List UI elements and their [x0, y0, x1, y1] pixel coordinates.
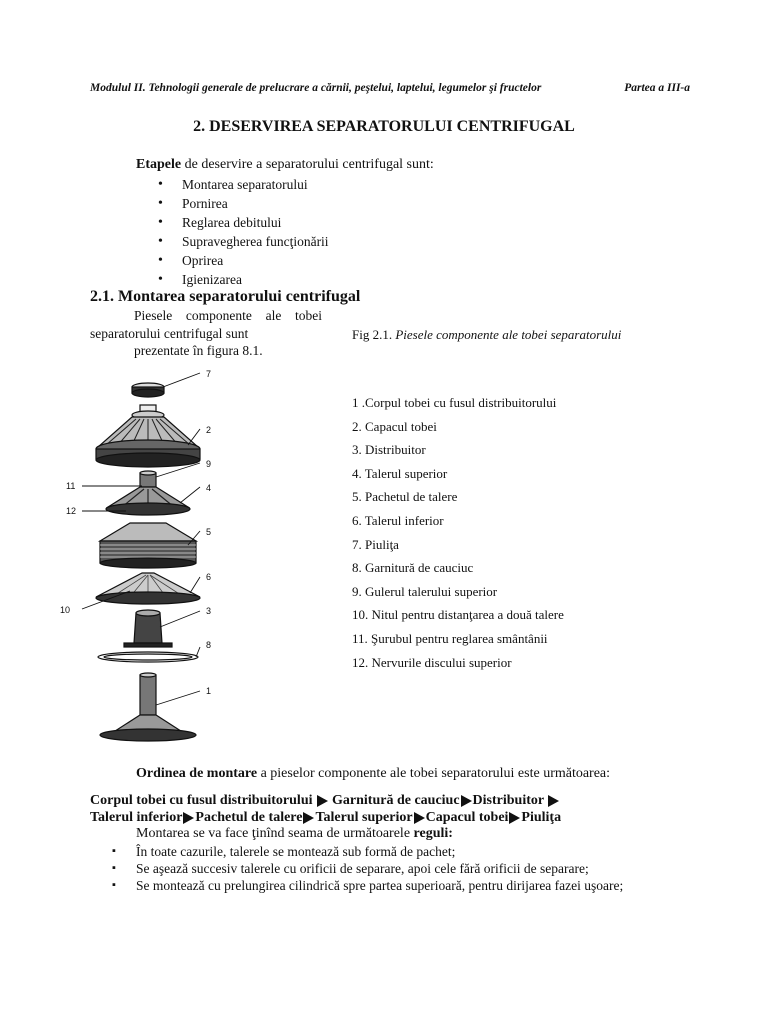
arrow-right-icon: [183, 812, 194, 824]
legend-item: 1 .Corpul tobei cu fusul distribuitorului: [352, 395, 557, 410]
legend-item: 8. Garnitură de cauciuc: [352, 560, 474, 576]
arrow-right-icon: [461, 795, 472, 807]
chain-step: Garnitură de cauciuc: [332, 793, 460, 808]
legend-item: 4. Talerul superior: [352, 465, 448, 481]
chain-step: Talerul superior: [315, 810, 413, 825]
section-paragraph: [90, 307, 322, 360]
chain-step: Pachetul de talere: [195, 810, 303, 825]
figure-label-2: 2: [206, 425, 212, 435]
figure-caption-title: Piesele componente ale tobei separatorului: [395, 327, 622, 342]
figure-label-5: 5: [206, 527, 212, 537]
part-lower-disc-6: [96, 573, 200, 604]
figure-caption: [352, 327, 636, 344]
chain-step: Piuliţa: [521, 810, 562, 825]
list-item: • Montarea separatorului: [158, 175, 329, 194]
page-header: [90, 82, 690, 94]
arrow-right-icon: [509, 812, 520, 824]
order-bold: Ordinea de montare: [136, 766, 258, 781]
legend-item: 12. Nervurile discului superior: [352, 654, 512, 670]
figure-label-9: 9: [206, 459, 212, 469]
list-item: • Supravegherea funcţionării: [158, 232, 329, 251]
rules-list: [112, 843, 623, 894]
part-gasket-8: [98, 652, 198, 662]
figure-caption-prefix: Fig 2.1.: [352, 327, 396, 342]
figure-label-11: 11: [66, 481, 76, 491]
list-item: ▪ Se montează cu prelungirea cilindrică spre partea superioară, pentru dirijarea fazei uşoare;: [112, 877, 623, 894]
figure-label-10: 10: [60, 605, 71, 615]
part-distributor-3: [124, 610, 172, 647]
list-item: • Igienizarea: [158, 270, 329, 289]
chain-step: Distribuitor: [472, 793, 545, 808]
intro-bold: Etapele: [136, 157, 182, 172]
part-cap-2: [96, 405, 200, 467]
section-para-line2: prezentate în figura 8.1.: [134, 343, 263, 358]
list-item: ▪ În toate cazurile, talerele se montează sub formă de pachet;: [112, 843, 623, 860]
section-para-line1: Piesele componente ale tobei separatorului centrifugal sunt: [90, 308, 322, 341]
figure-label-8: 8: [206, 640, 212, 650]
legend-item: 5. Pachetul de talere: [352, 489, 458, 505]
header-module-title: Modulul II. Tehnologii generale de prelucrare a cărnii, peştelui, laptelui, legumelor şi fructelor: [90, 82, 542, 94]
figure-label-6: 6: [206, 572, 212, 582]
part-disc-pack-5: [100, 523, 196, 568]
legend-item: 9. Gulerul talerului superior: [352, 583, 498, 599]
section-title: 2.1. Montarea separatorului centrifugal: [90, 288, 361, 305]
legend-item: 11. Şurubul pentru reglarea smântânii: [352, 630, 548, 646]
list-item: • Oprirea: [158, 251, 329, 270]
legend-item: 2. Capacul tobei: [352, 418, 437, 434]
arrow-right-icon: [414, 812, 425, 824]
figure-label-4: 4: [206, 483, 212, 493]
list-item: • Reglarea debitului: [158, 213, 329, 232]
figure-label-7: 7: [206, 369, 212, 379]
legend-item: 10. Nitul pentru distanţarea a două talere: [352, 607, 564, 623]
chain-step: Corpul tobei cu fusul distribuitorului: [90, 793, 313, 808]
figure-label-1: 1: [206, 686, 212, 696]
part-collar-9: [140, 471, 156, 487]
legend-item: 7. Piuliţa: [352, 536, 399, 552]
rules-intro-rest: Montarea se va face ţinînd seama de următoarele: [136, 826, 414, 841]
page-title: 2. DESERVIREA SEPARATORULUI CENTRIFUGAL: [193, 118, 575, 135]
rules-intro: [136, 826, 453, 842]
order-rest: a pieselor componente ale tobei separatorului este următoarea:: [257, 766, 611, 781]
chain-step: Talerul inferior: [90, 810, 183, 825]
arrow-right-icon: [317, 795, 328, 807]
list-item: • Pornirea: [158, 194, 329, 213]
intro-rest: de deservire a separatorului centrifugal sunt:: [181, 157, 434, 172]
header-part-label: Partea a III-a: [624, 82, 690, 94]
legend-item: 6. Talerul inferior: [352, 512, 444, 528]
part-body-1: [100, 673, 196, 741]
chain-step: Capacul tobei: [425, 810, 509, 825]
figure-label-12: 12: [66, 506, 77, 516]
figure-legend: [352, 391, 564, 674]
assembly-chain: [90, 792, 670, 826]
legend-item: 3. Distribuitor: [352, 442, 426, 458]
intro-text: [136, 157, 434, 173]
arrow-right-icon: [548, 795, 559, 807]
separator-exploded-figure: [60, 365, 235, 750]
arrow-right-icon: [303, 812, 314, 824]
list-item: ▪ Se aşează succesiv talerele cu orificii de separare, apoi cele fără orificii de separare;: [112, 860, 623, 877]
part-nut-7: [132, 383, 164, 397]
assembly-order-intro: [136, 766, 610, 782]
figure-label-3: 3: [206, 606, 212, 616]
steps-list: [158, 175, 329, 289]
rules-intro-bold: reguli:: [413, 826, 453, 841]
